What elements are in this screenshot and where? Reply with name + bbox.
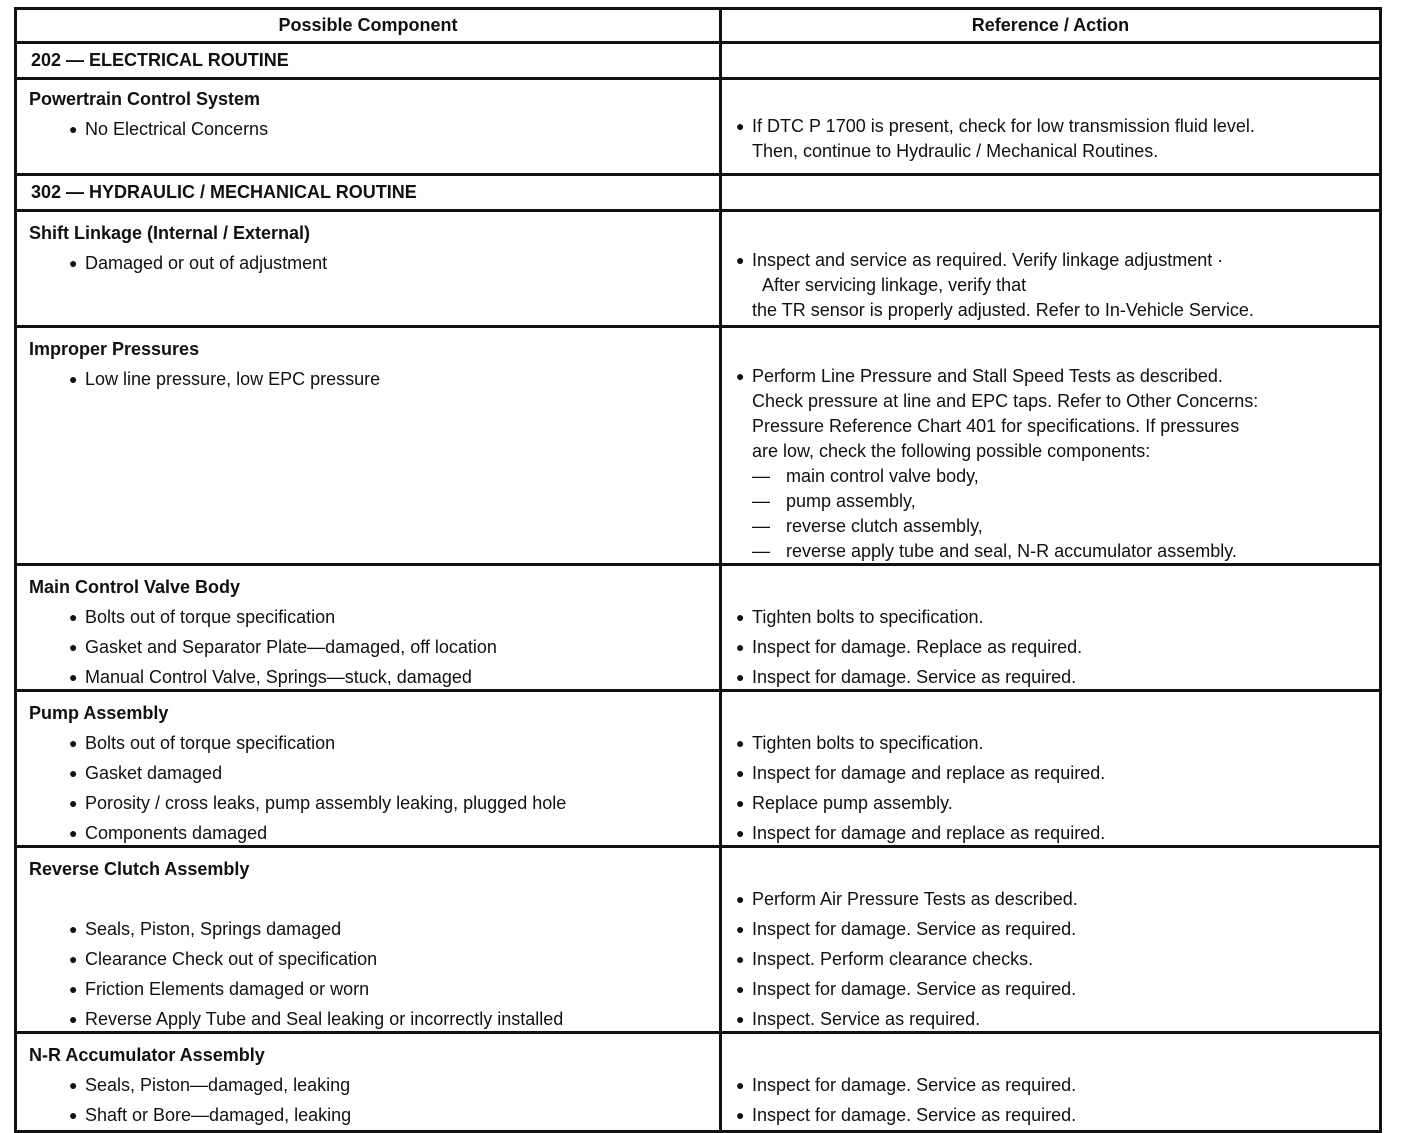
diagnosis-table [14,7,1382,1133]
action-item: ● Replace pump assembly. [736,788,1379,818]
action-item: ● Inspect for damage. Service as required. [736,1100,1379,1130]
group-title: Main Control Valve Body [29,577,241,597]
component-check-item: — reverse apply tube and seal, N-R accumulator assembly. [736,539,1379,564]
action-item: ● Inspect for damage. Service as required. [736,662,1379,692]
component-item: ● Gasket and Separator Plate—damaged, off location [29,632,719,662]
group-title: N-R Accumulator Assembly [29,1045,265,1065]
action-continuation: the TR sensor is properly adjusted. Refer to In-Vehicle Service. [752,300,1254,320]
action-item: ● Perform Air Pressure Tests as described. [736,884,1379,914]
component-item: ● Manual Control Valve, Springs—stuck, damaged [29,662,719,692]
section-row-hydraulic [17,176,1379,212]
component-item: ● Friction Elements damaged or worn [29,974,719,1004]
section-row-electrical [17,44,1379,80]
component-item: ● Bolts out of torque specification [29,602,719,632]
component-item: ● No Electrical Concerns [29,114,719,144]
group-row-nr-accumulator [17,1034,1379,1130]
action-continuation: Then, continue to Hydraulic / Mechanical Routines. [752,141,1159,161]
group-row-pump [17,692,1379,848]
action-item: ● Inspect for damage. Service as required. [736,974,1379,1004]
component-item: ● Gasket damaged [29,758,719,788]
group-row-powertrain [17,80,1379,176]
component-item: ● Bolts out of torque specification [29,728,719,758]
group-title: Shift Linkage (Internal / External) [29,223,311,243]
component-item: ● Shaft or Bore—damaged, leaking [29,1100,719,1130]
action-item: ● Inspect and service as required. Verify linkage adjustment · [736,248,1379,273]
action-item: ● Inspect for damage and replace as required. [736,818,1379,848]
action-item: ● Inspect for damage. Service as required. [736,914,1379,944]
table-header-row [17,10,1379,44]
component-check-item: — reverse clutch assembly, [736,514,1379,539]
component-item: ● Clearance Check out of specification [29,944,719,974]
action-item: ● Inspect. Service as required. [736,1004,1379,1034]
section-title: 302 — HYDRAULIC / MECHANICAL ROUTINE [17,176,722,209]
action-item: ● If DTC P 1700 is present, check for low transmission fluid level. [736,114,1379,139]
action-item: ● Tighten bolts to specification. [736,728,1379,758]
action-continuation: Check pressure at line and EPC taps. Refer to Other Concerns: [752,391,1259,411]
component-item: ● Components damaged [29,818,719,848]
action-item: ● Inspect for damage. Replace as required. [736,632,1379,662]
group-row-main-control [17,566,1379,692]
component-item: ● Seals, Piston—damaged, leaking [29,1070,719,1100]
action-item: ● Inspect for damage. Service as required. [736,1070,1379,1100]
group-row-shift-linkage [17,212,1379,328]
action-continuation: Pressure Reference Chart 401 for specifications. If pressures [752,416,1240,436]
header-reference-action: Reference / Action [971,15,1130,35]
action-continuation: After servicing linkage, verify that [762,275,1027,295]
component-item: ● Seals, Piston, Springs damaged [29,914,719,944]
action-item: ● Inspect. Perform clearance checks. [736,944,1379,974]
group-title: Pump Assembly [29,703,169,723]
section-title: 202 — ELECTRICAL ROUTINE [17,44,722,77]
group-row-improper-pressures [17,328,1379,566]
action-item: ● Tighten bolts to specification. [736,602,1379,632]
header-possible-component: Possible Component [17,10,722,41]
group-title: Powertrain Control System [29,89,261,109]
component-check-item: — main control valve body, [736,464,1379,489]
component-item: ● Porosity / cross leaks, pump assembly leaking, plugged hole [29,788,719,818]
action-continuation: are low, check the following possible components: [752,441,1151,461]
group-title: Improper Pressures [29,339,200,359]
group-title: Reverse Clutch Assembly [29,859,250,879]
component-item: ● Reverse Apply Tube and Seal leaking or incorrectly installed [29,1004,719,1034]
component-item: ● Damaged or out of adjustment [29,248,719,278]
component-item: ● Low line pressure, low EPC pressure [29,364,719,394]
action-item: ● Perform Line Pressure and Stall Speed Tests as described. [736,364,1379,389]
component-check-item: — pump assembly, [736,489,1379,514]
group-row-reverse-clutch [17,848,1379,1034]
action-item: ● Inspect for damage and replace as required. [736,758,1379,788]
